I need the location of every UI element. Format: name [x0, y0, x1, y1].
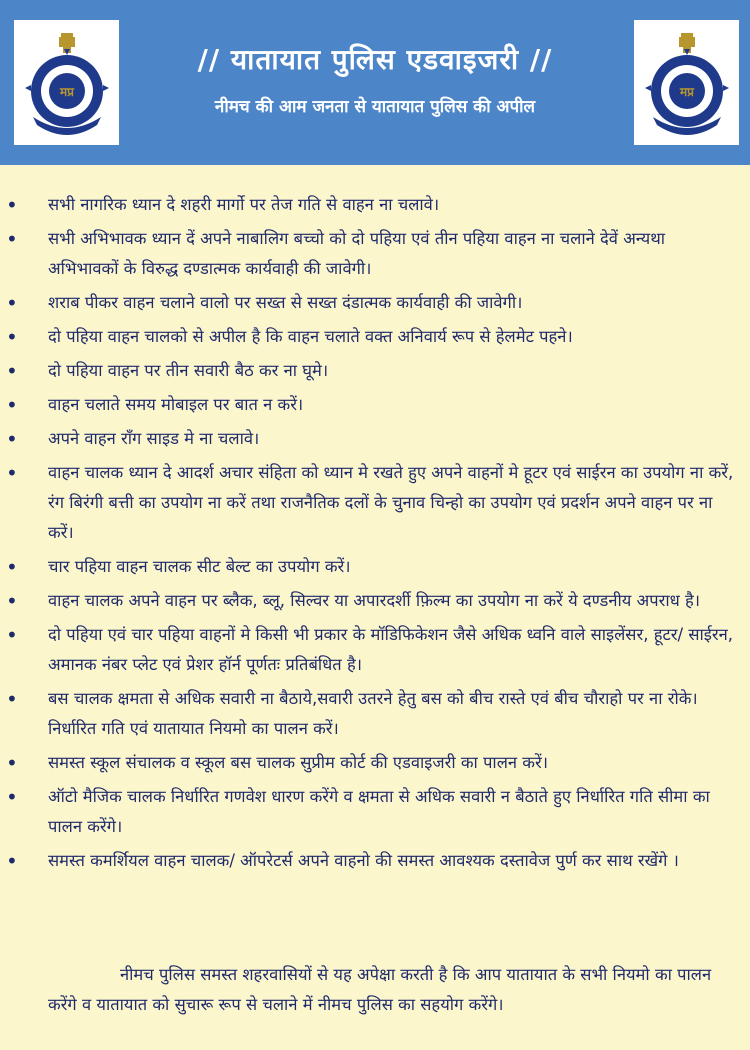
list-item [0, 748, 750, 778]
bullet-icon: • [6, 623, 18, 647]
list-item [0, 322, 750, 352]
police-logo-right [634, 20, 739, 145]
bullet-icon: • [6, 785, 18, 809]
bullet-icon: • [6, 427, 18, 451]
page-title: // यातायात पुलिस एडवाइजरी // [197, 43, 553, 76]
list-item [0, 552, 750, 582]
advisory-text: बस चालक क्षमता से अधिक सवारी ना बैठाये,सवारी उतरने हेतु बस को बीच रास्ते एवं बीच चौराहो पर ना रोके। निर्धारित गति एवं यातायात नियमो का पालन करें। [48, 689, 698, 738]
list-item [0, 224, 750, 284]
bullet-icon: • [6, 589, 18, 613]
bullet-icon: • [6, 193, 18, 217]
advisory-text: सभी अभिभावक ध्यान दें अपने नाबालिग बच्चो को दो पहिया एवं तीन पहिया वाहन ना चलाने देवें अन्यथा अभिभावकों के विरुद्ध दण्डात्मक कार्यवाही की जावेगी। [48, 229, 666, 278]
advisory-text: वाहन चालक ध्यान दे आदर्श अचार संहिता को ध्यान मे रखते हुए अपने वाहनों मे हूटर एवं साईरन का उपयोग ना करें, रंग बिरंगी बत्ती का उपयोग ना करें तथा राजनैतिक दलों के चुनाव चिन्हो का उपयोग एवं प्रदर्शन अपने वाहन पर ना करें। [48, 463, 734, 542]
list-item [0, 846, 750, 876]
bullet-icon: • [6, 687, 18, 711]
mp-police-emblem-icon [641, 27, 733, 139]
list-item [0, 620, 750, 680]
list-item [0, 782, 750, 842]
advisory-text: सभी नागरिक ध्यान दे शहरी मार्गो पर तेज गति से वाहन ना चलावे। [48, 195, 440, 214]
list-item [0, 458, 750, 548]
police-logo-left [14, 20, 119, 145]
bullet-icon: • [6, 849, 18, 873]
advisory-text: चार पहिया वाहन चालक सीट बेल्ट का उपयोग करें। [48, 557, 351, 576]
advisory-text: ऑटो मैजिक चालक निर्धारित गणवेश धारण करेंगे व क्षमता से अधिक सवारी न बैठाते हुए निर्धारित गति सीमा का पालन करेंगे। [48, 787, 710, 836]
mp-police-emblem-icon [21, 27, 113, 139]
bullet-icon: • [6, 291, 18, 315]
bullet-icon: • [6, 359, 18, 383]
list-item [0, 190, 750, 220]
bullet-icon: • [6, 393, 18, 417]
list-item [0, 390, 750, 420]
advisory-text: दो पहिया एवं चार पहिया वाहनों मे किसी भी प्रकार के मॉडिफिकेशन जैसे अधिक ध्वनि वाले साइलेंसर, हूटर/ साईरन, अमानक नंबर प्लेट एवं प्रेशर हॉर्न पूर्णतः प्रतिबंधित है। [48, 625, 734, 674]
page-subtitle: नीमच की आम जनता से यातायात पुलिस की अपील [214, 97, 536, 117]
list-item [0, 684, 750, 744]
list-item [0, 356, 750, 386]
bullet-icon: • [6, 227, 18, 251]
svg-text:मप्र: मप्र [679, 84, 694, 99]
bullet-icon: • [6, 325, 18, 349]
closing-appeal: नीमच पुलिस समस्त शहरवासियों से यह अपेक्षा करती है कि आप यातायात के सभी नियमो का पालन करेंगे व यातायात को सुचारू रूप से चलाने में नीमच पुलिस का सहयोग करेंगे। [48, 965, 712, 1014]
advisory-text: समस्त स्कूल संचालक व स्कूल बस चालक सुप्रीम कोर्ट की एडवाइजरी का पालन करें। [48, 753, 548, 772]
advisory-text: दो पहिया वाहन पर तीन सवारी बैठ कर ना घूमे। [48, 361, 329, 380]
bullet-icon: • [6, 751, 18, 775]
advisory-text: वाहन चलाते समय मोबाइल पर बात न करें। [48, 395, 304, 414]
list-item [0, 586, 750, 616]
svg-text:मप्र: मप्र [59, 84, 74, 99]
bullet-icon: • [6, 461, 18, 485]
advisory-text: दो पहिया वाहन चालको से अपील है कि वाहन चलाते वक्त अनिवार्य रूप से हेलमेट पहने। [48, 327, 573, 346]
advisory-text: अपने वाहन रॉंग साइड मे ना चलावे। [48, 429, 260, 448]
bullet-icon: • [6, 555, 18, 579]
advisory-text: समस्त कमर्शियल वाहन चालक/ ऑपरेटर्स अपने वाहनो की समस्त आवश्यक दस्तावेज पुर्ण कर साथ रखेंगे । [48, 851, 679, 870]
advisory-header [0, 0, 750, 165]
advisory-text: शराब पीकर वाहन चलाने वालो पर सख्त से सख्त दंडात्मक कार्यवाही की जावेगी। [48, 293, 523, 312]
list-item [0, 288, 750, 318]
advisory-list [0, 190, 750, 880]
list-item [0, 424, 750, 454]
advisory-text: वाहन चालक अपने वाहन पर ब्लैक, ब्लू, सिल्वर या अपारदर्शी फ़िल्म का उपयोग ना करें ये दण्डनीय अपराध है। [48, 591, 701, 610]
